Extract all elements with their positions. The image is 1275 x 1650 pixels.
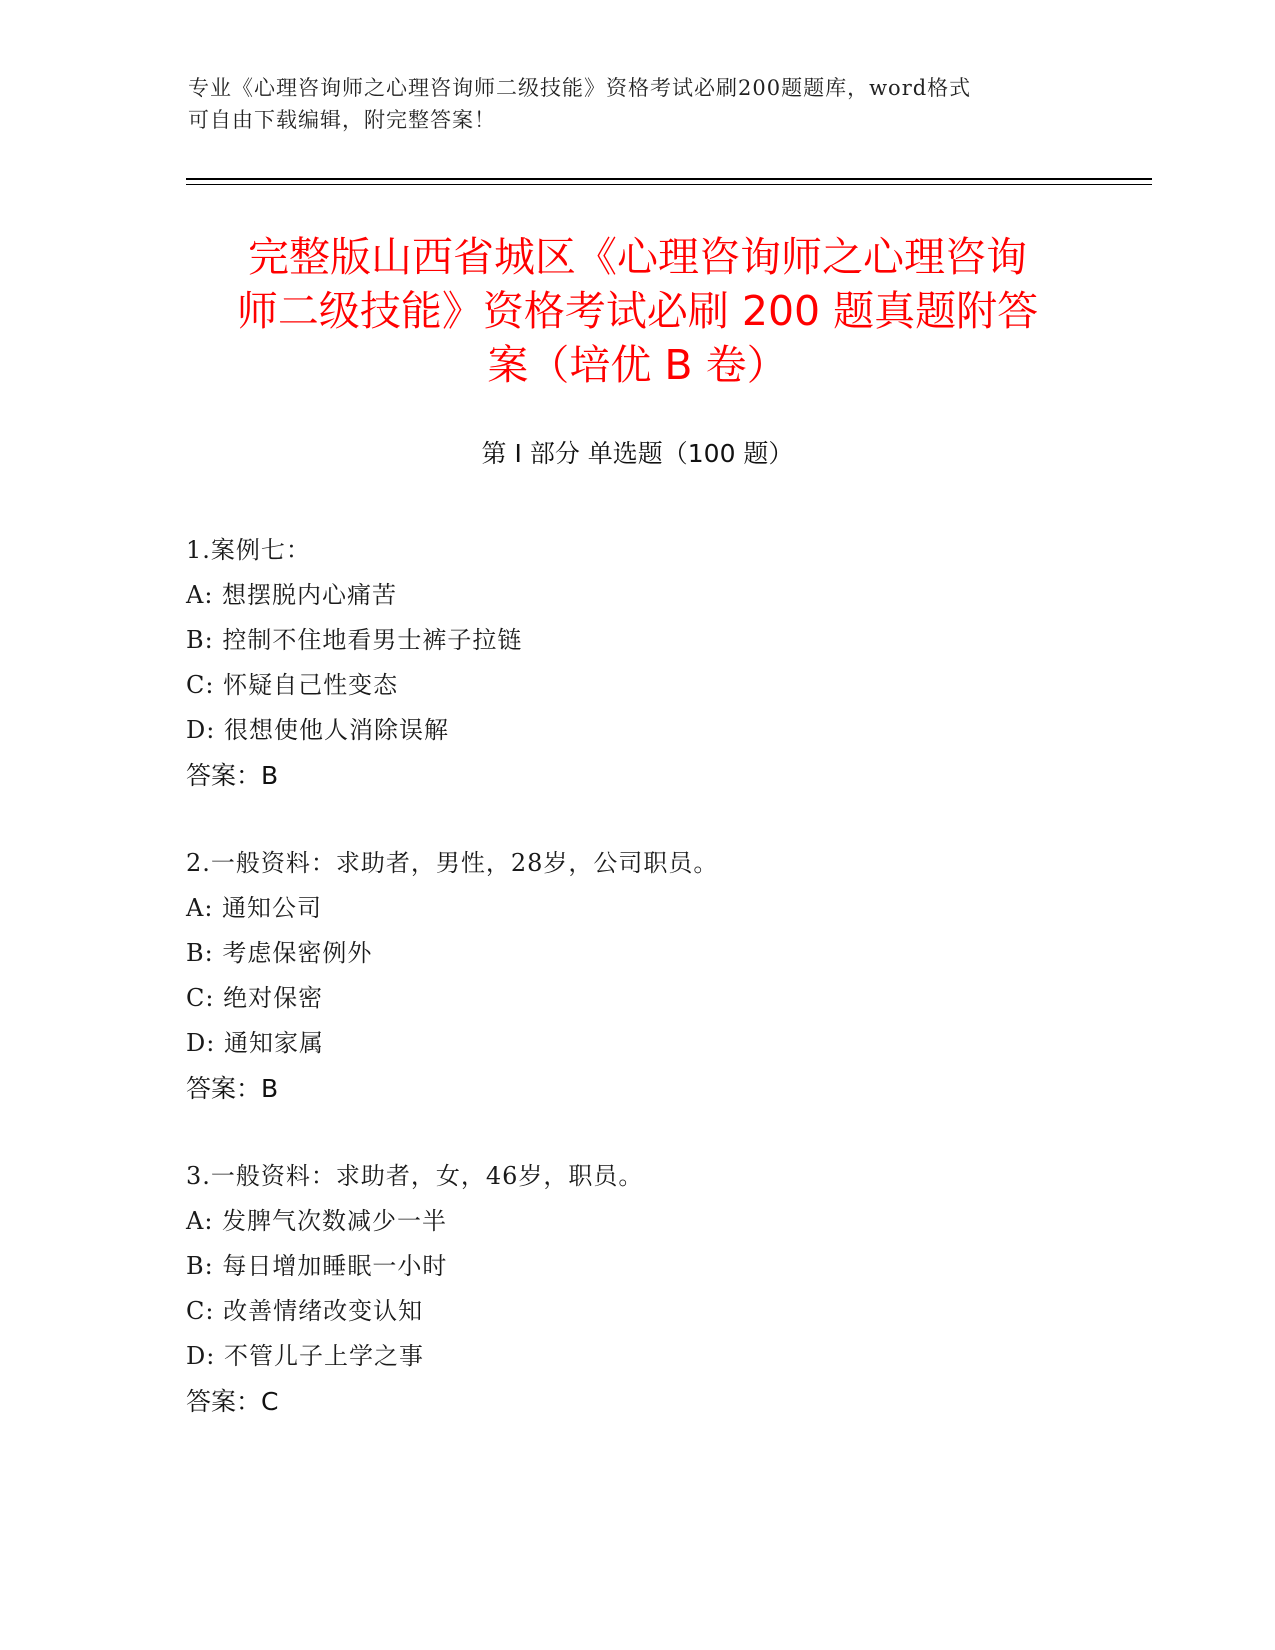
option-a: A: 想摆脱内心痛苦 [186, 581, 398, 609]
header-divider-thin [186, 184, 1152, 185]
option-a: A: 通知公司 [186, 894, 323, 922]
header-note-line-1: 专业《心理咨询师之心理咨询师二级技能》资格考试必刷200题题库，word格式 [188, 76, 972, 100]
option-b: B: 每日增加睡眠一小时 [186, 1252, 448, 1280]
option-a: A: 发脾气次数减少一半 [186, 1207, 448, 1235]
question-stem: 1.案例七： [186, 536, 311, 564]
option-d: D: 很想使他人消除误解 [186, 716, 449, 744]
question-list [186, 528, 1086, 1467]
option-c: C: 改善情绪改变认知 [186, 1297, 424, 1325]
header-note-line-2: 可自由下载编辑，附完整答案！ [188, 108, 496, 132]
question-item [186, 841, 1086, 1111]
answer-line: 答案：B [186, 761, 279, 790]
option-d: D: 不管儿子上学之事 [186, 1342, 424, 1370]
document-header-note [188, 72, 1068, 136]
title-line-2: 师二级技能》资格考试必刷 200 题真题附答 [236, 287, 1039, 335]
document-title [190, 230, 1085, 392]
option-c: C: 怀疑自己性变态 [186, 671, 399, 699]
answer-line: 答案：C [186, 1387, 279, 1416]
option-b: B: 考虑保密例外 [186, 939, 373, 967]
question-stem: 3.一般资料：求助者，女，46岁，职员。 [186, 1162, 644, 1190]
question-stem: 2.一般资料：求助者，男性，28岁，公司职员。 [186, 849, 719, 877]
option-c: C: 绝对保密 [186, 984, 324, 1012]
answer-line: 答案：B [186, 1074, 279, 1103]
header-divider-thick [186, 178, 1152, 180]
option-d: D: 通知家属 [186, 1029, 324, 1057]
question-item [186, 1154, 1086, 1424]
section-title: 第 I 部分 单选题（100 题） [481, 439, 794, 468]
title-line-3: 案（培优 B 卷） [487, 341, 788, 389]
option-b: B: 控制不住地看男士裤子拉链 [186, 626, 523, 654]
question-item [186, 528, 1086, 798]
title-line-1: 完整版山西省城区《心理咨询师之心理咨询 [248, 233, 1027, 281]
